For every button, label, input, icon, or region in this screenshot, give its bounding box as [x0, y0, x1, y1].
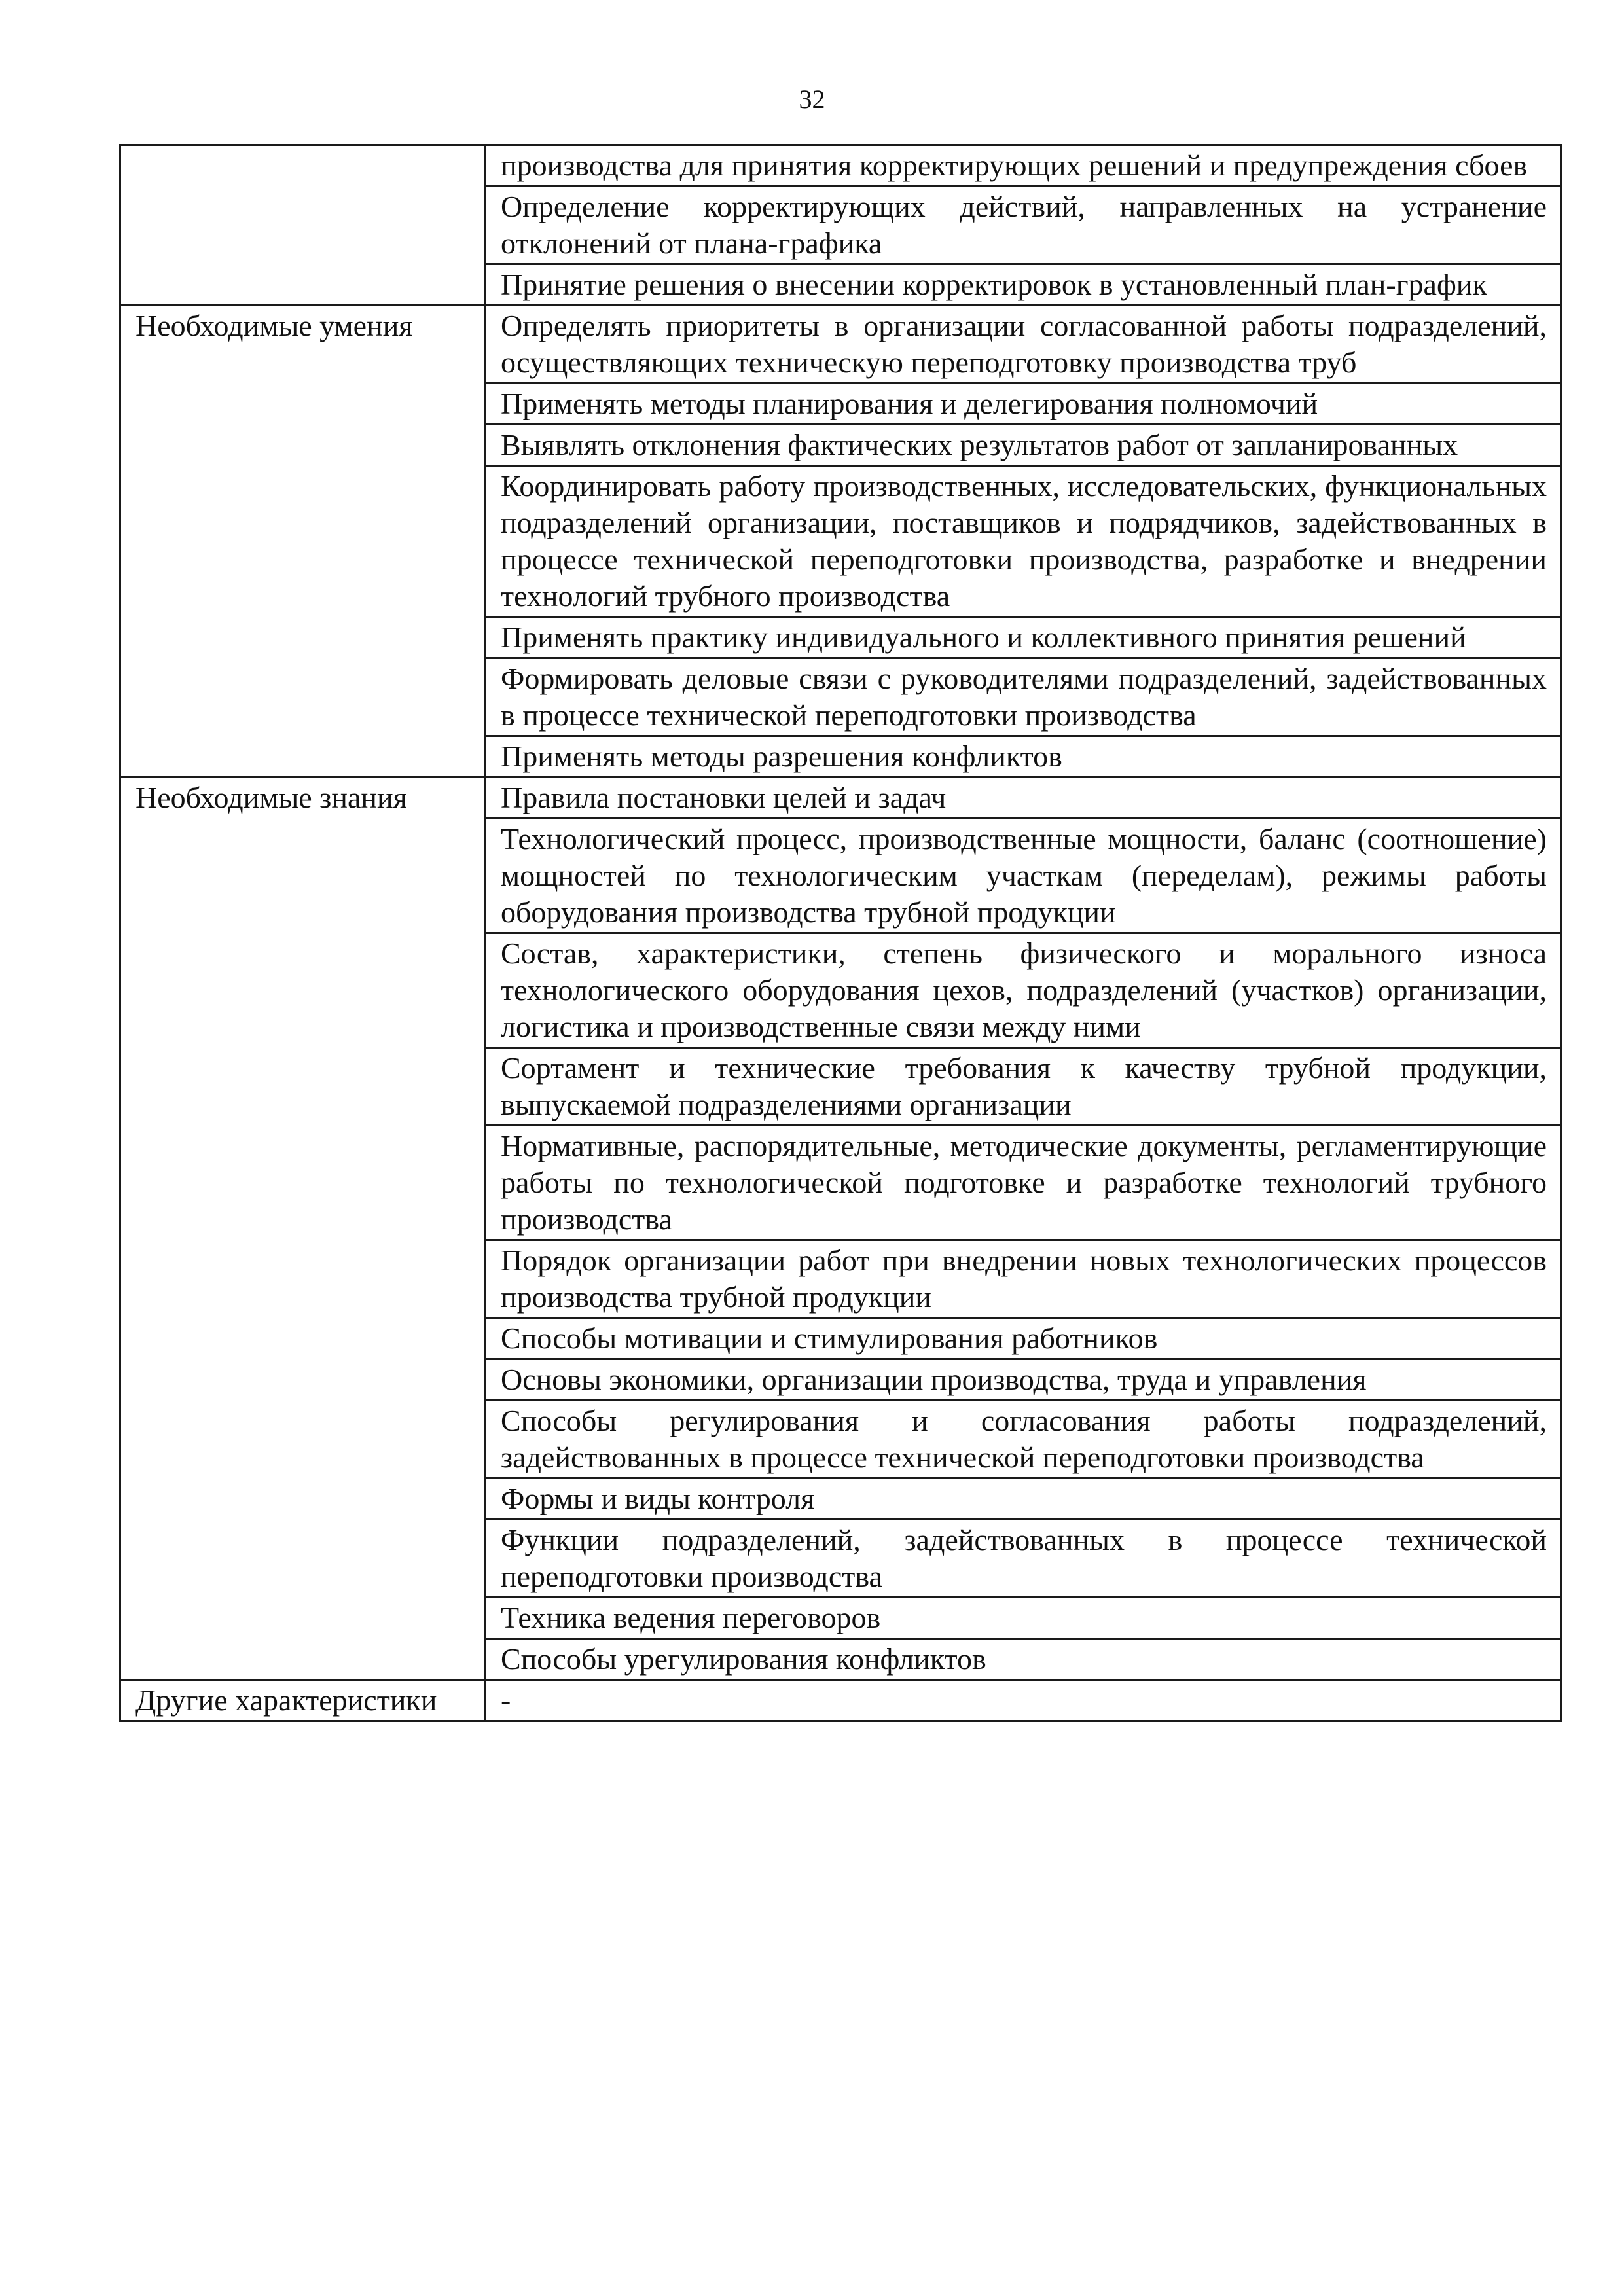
section-item: Применять практику индивидуального и коллективного принятия решений: [486, 617, 1561, 658]
section-item: Сортамент и технические требования к качеству трубной продукции, выпускаемой подразделениями организации: [486, 1048, 1561, 1126]
section-item: Формы и виды контроля: [486, 1479, 1561, 1520]
section-item: Функции подразделений, задействованных в процессе технической переподготовки производства: [486, 1520, 1561, 1598]
section-item: Технологический процесс, производственные мощности, баланс (соотношение) мощностей по технологическим участкам (переделам), режимы работы оборудования производства трубной продукции: [486, 819, 1561, 933]
section-item: Определять приоритеты в организации согласованной работы подразделений, осуществляющих техническую переподготовку производства труб: [486, 306, 1561, 384]
section-item: Формировать деловые связи с руководителями подразделений, задействованных в процессе технической переподготовки производства: [486, 658, 1561, 736]
section-item: Выявлять отклонения фактических результатов работ от запланированных: [486, 425, 1561, 466]
table-row: [120, 306, 1561, 384]
section-label: Необходимые знания: [120, 778, 486, 1680]
section-item: производства для принятия корректирующих решений и предупреждения сбоев: [486, 145, 1561, 187]
section-item: Применять методы планирования и делегирования полномочий: [486, 384, 1561, 425]
characteristics-table: [119, 144, 1562, 1722]
section-item: Принятие решения о внесении корректировок в установленный план-график: [486, 264, 1561, 306]
section-item: Способы урегулирования конфликтов: [486, 1639, 1561, 1680]
section-item: Определение корректирующих действий, направленных на устранение отклонений от плана-графика: [486, 187, 1561, 264]
page-number: 32: [799, 84, 825, 114]
section-item: -: [486, 1680, 1561, 1721]
table-body: [120, 145, 1561, 1721]
table-row: [120, 1680, 1561, 1721]
section-item: Способы мотивации и стимулирования работников: [486, 1318, 1561, 1359]
section-label: Необходимые умения: [120, 306, 486, 778]
section-item: Состав, характеристики, степень физического и морального износа технологического оборудования цехов, подразделений (участков) организации, логистика и производственные связи между ними: [486, 933, 1561, 1048]
section-label: Другие характеристики: [120, 1680, 486, 1721]
table-row: [120, 145, 1561, 187]
section-item: Правила постановки целей и задач: [486, 778, 1561, 819]
section-item: Координировать работу производственных, исследовательских, функциональных подразделений организации, поставщиков и подрядчиков, задействованных в процессе технической переподготовки производства, разработке и внедрении технологий трубного производства: [486, 466, 1561, 617]
section-item: Техника ведения переговоров: [486, 1598, 1561, 1639]
table-row: [120, 778, 1561, 819]
section-label: [120, 145, 486, 306]
section-item: Способы регулирования и согласования работы подразделений, задействованных в процессе технической переподготовки производства: [486, 1401, 1561, 1479]
section-item: Основы экономики, организации производства, труда и управления: [486, 1359, 1561, 1401]
section-item: Порядок организации работ при внедрении новых технологических процессов производства трубной продукции: [486, 1240, 1561, 1318]
section-item: Нормативные, распорядительные, методические документы, регламентирующие работы по технологической подготовке и разработке технологий трубного производства: [486, 1126, 1561, 1240]
section-item: Применять методы разрешения конфликтов: [486, 736, 1561, 778]
